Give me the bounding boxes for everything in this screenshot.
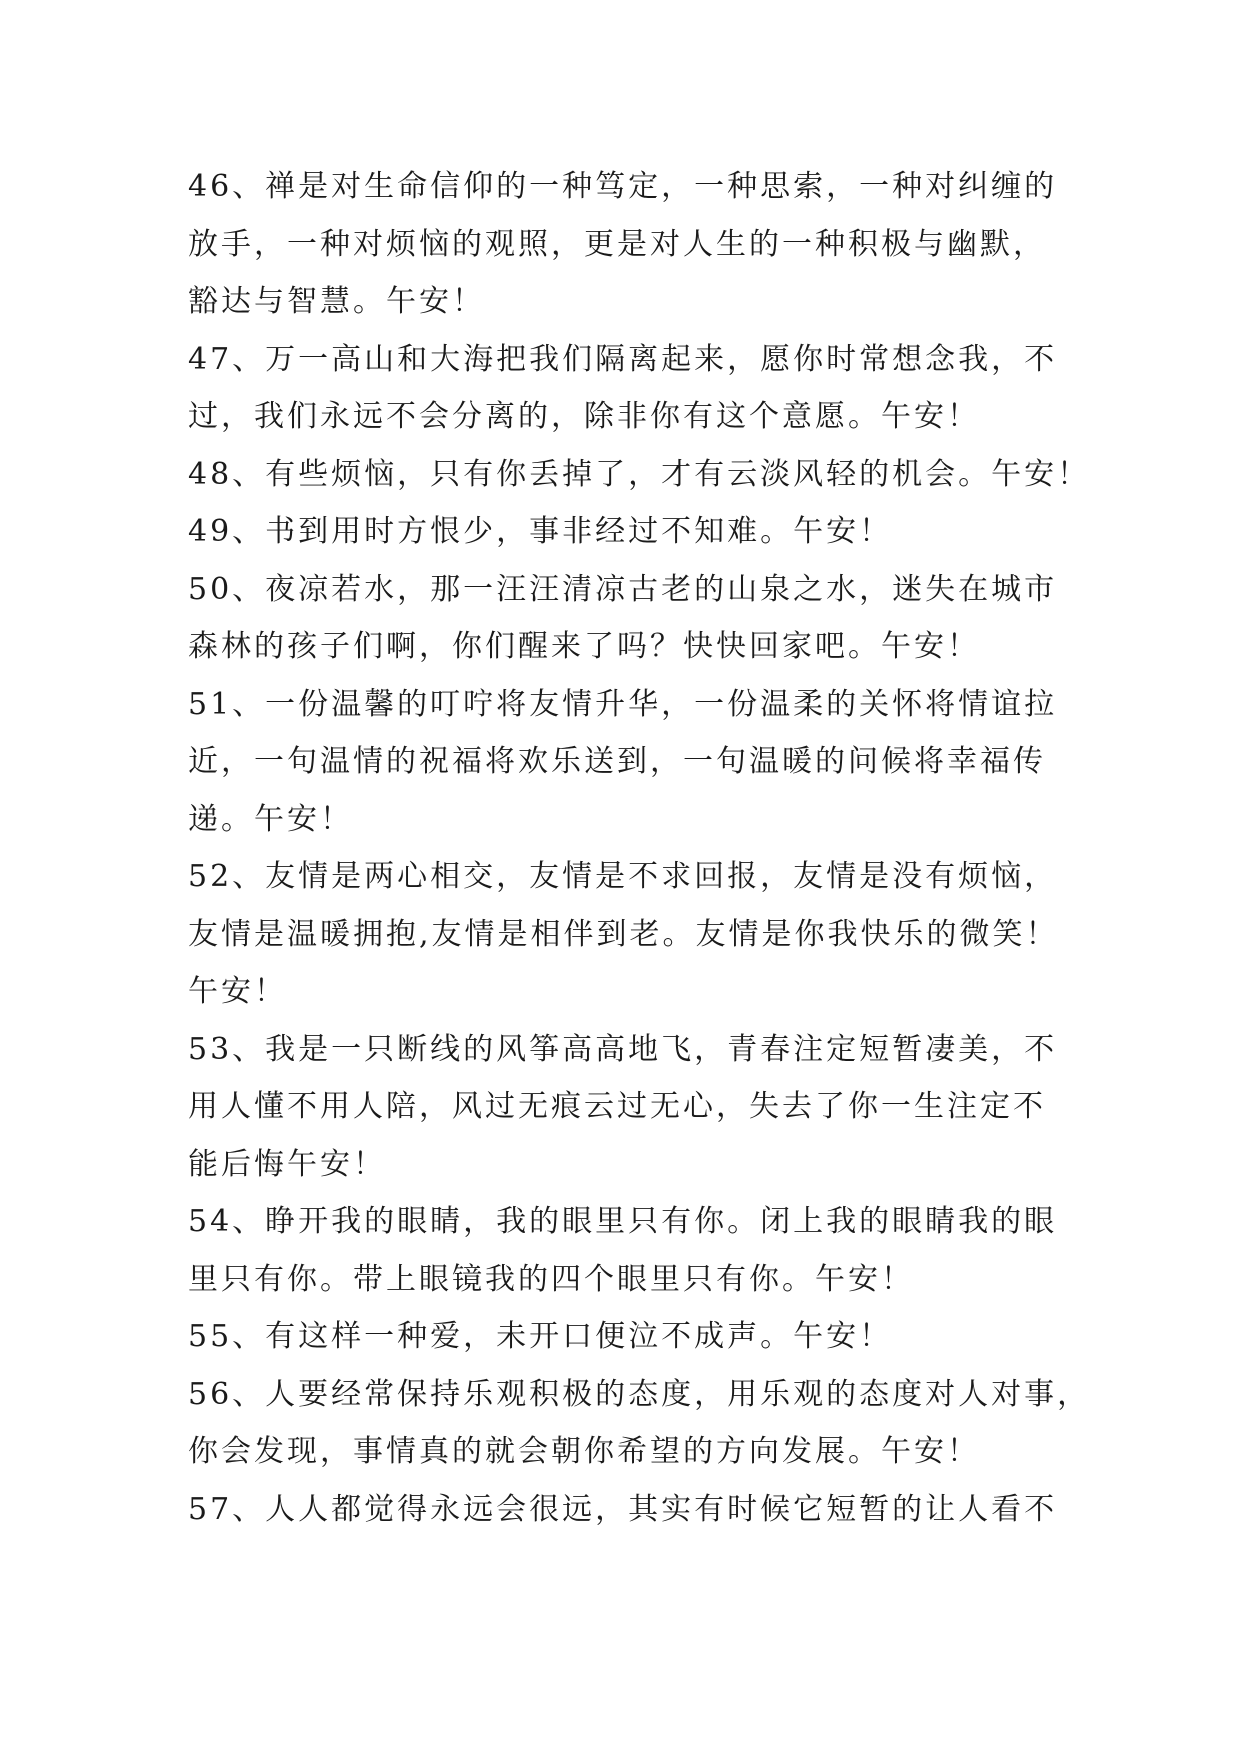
text-line: 里只有你。带上眼镜我的四个眼里只有你。午安！ — [188, 1261, 914, 1297]
text-line: 55、有这样一种爱，未开口便泣不成声。午安！ — [188, 1319, 893, 1354]
text-line: 57、人人都觉得永远会很远，其实有时候它短暂的让人看不 — [188, 1491, 1058, 1527]
text-line: 森林的孩子们啊，你们醒来了吗？快快回家吧。午安！ — [188, 629, 980, 664]
text-line: 53、我是一只断线的风筝高高地飞，青春注定短暂凄美，不 — [188, 1031, 1058, 1067]
text-line: 你会发现，事情真的就会朝你希望的方向发展。午安！ — [188, 1434, 980, 1469]
text-line: 放手，一种对烦恼的观照，更是对人生的一种积极与幽默， — [188, 226, 1046, 262]
text-line: 友情是温暖拥抱,友情是相伴到老。友情是你我快乐的微笑！ — [188, 916, 1059, 952]
text-line: 46、禅是对生命信仰的一种笃定，一种思索，一种对纠缠的 — [188, 169, 1058, 204]
text-line: 56、人要经常保持乐观积极的态度，用乐观的态度对人对事， — [188, 1376, 1091, 1412]
text-line: 54、睁开我的眼睛，我的眼里只有你。闭上我的眼睛我的眼 — [188, 1204, 1058, 1239]
text-line: 49、书到用时方恨少，事非经过不知难。午安！ — [188, 514, 893, 549]
text-line: 48、有些烦恼，只有你丢掉了，才有云淡风轻的机会。午安！ — [188, 456, 1091, 492]
text-line: 豁达与智慧。午安！ — [188, 284, 485, 319]
text-line: 52、友情是两心相交，友情是不求回报，友情是没有烦恼， — [188, 859, 1058, 894]
text-line: 午安！ — [188, 974, 287, 1009]
text-line: 47、万一高山和大海把我们隔离起来，愿你时常想念我，不 — [188, 341, 1058, 377]
text-line: 递。午安！ — [188, 801, 353, 837]
text-line: 用人懂不用人陪，风过无痕云过无心，失去了你一生注定不 — [188, 1089, 1046, 1124]
text-line: 过，我们永远不会分离的，除非你有这个意愿。午安！ — [188, 399, 980, 434]
text-line: 50、夜凉若水，那一汪汪清凉古老的山泉之水，迷失在城市 — [188, 571, 1058, 607]
text-line: 51、一份温馨的叮咛将友情升华，一份温柔的关怀将情谊拉 — [188, 686, 1058, 722]
document-body — [188, 158, 1091, 1538]
text-line: 能后悔午安！ — [188, 1146, 386, 1182]
text-line: 近，一句温情的祝福将欢乐送到，一句温暖的问候将幸福传 — [188, 744, 1046, 779]
